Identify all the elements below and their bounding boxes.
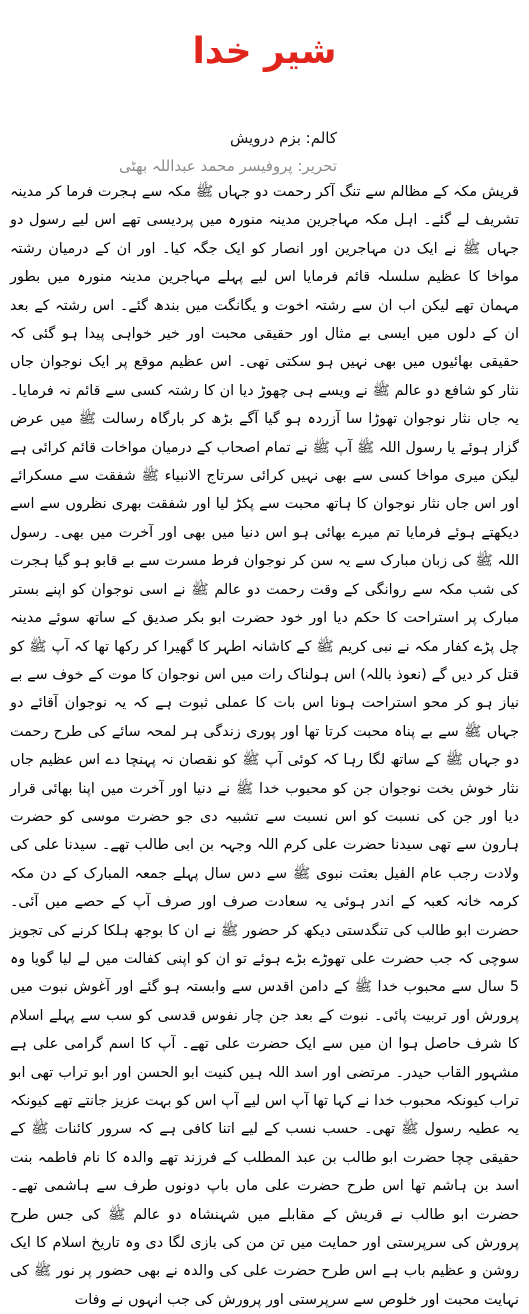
article-title: شیر خدا bbox=[192, 31, 337, 72]
article-paragraph: قریش مکہ کے مظالم سے تنگ آکر رحمت دو جہاں ﷺ مکہ سے ہجرت فرما کر مدینہ تشریف لے گئے۔ اہل مکہ مہاجرین مدینہ منورہ میں پردیسی تھے اس لیے رسول دو جہاں ﷺ نے ایک دن مہاجرین اور انصار کو ایک جگہ کیا۔ اور ان کے درمیان رشتہ مواخا کا عظیم سلسلہ قائم فرمایا اس لیے پہلے مہاجرین مدینہ منورہ میں بطور مہمان تھے لیکن اب ان سے رشتہ اخوت و یگانگت میں بندھ گئے۔ اس رشتہ کے بعد ان کے دلوں میں ایسی بے مثال اور حقیقی محبت اور خیر خواہی پیدا ہو گئی کہ حقیقی بھائیوں میں بھی نہیں ہو سکتی تھی۔ اس عظیم موقع پر ایک نوجوان جاں نثار کو شافع دو عالم ﷺ نے ویسے ہی چھوڑ دیا ان کا رشتہ کسی سے قائم نہ فرمایا۔ یہ جاں نثار نوجوان تھوڑا سا آزردہ ہو گیا آگے بڑھ کر بارگاہ رسالت ﷺ میں عرض گزار ہوئے یا رسول اللہ ﷺ آپ ﷺ نے تمام اصحاب کے درمیان مواخات قائم کرائی ہے لیکن میری مواخا کسی سے بھی نہیں کرائی سرتاج الانبیاء ﷺ شفقت سے مسکرائے اور اس جاں نثار نوجوان کا ہاتھ محبت سے پکڑ لیا اور شفقت بھری نظروں سے اسے دیکھتے ہوئے فرمایا تم میرے بھائی ہو اس دنیا میں بھی اور آخرت میں بھی۔ رسول اللہ ﷺ کی زبان مبارک سے یہ سن کر نوجوان فرط مسرت سے بے قابو ہو گیا ہجرت کی شب مکہ سے روانگی کے وقت رحمت دو عالم ﷺ نے اسی نوجوان کو اپنے بستر مبارک پر استراحت کا حکم دیا اور خود حضرت ابو بکر صدیق کے ساتھ سوئے مدینہ چل پڑے کفار مکہ نے نبی کریم ﷺ کے کاشانہ اطہر کا گھیرا کر رکھا تھا کہ آپ ﷺ کو قتل کر دیں گے (نعوذ باللہ) اس ہولناک رات میں اس نوجوان کا موت کے خوف سے بے نیاز ہو کر محو استراحت ہونا اس بات کا عملی ثبوت ہے کہ یہ نوجوان آقائے دو جہاں ﷺ سے بے پناہ محبت کرتا تھا اور پوری زندگی ہر لمحہ سائے کی طرح رحمت دو جہاں ﷺ کے ساتھ لگا رہا کہ کوئی آپ ﷺ کو نقصان نہ پہنچا دے اس عظیم جاں نثار خوش بخت نوجوان جن کو محبوب خدا ﷺ نے دنیا اور آخرت میں اپنا بھائی قرار دیا اور جن کی نسبت کو اس نسبت سے تشبیہ دی جو حضرت موسی کو حضرت ہارون سے تھی سیدنا حضرت علی کرم اللہ وجہہ بن ابی طالب تھے۔ سیدنا علی کی ولادت رجب عام الفیل بعثت نبوی ﷺ سے دس سال پہلے جمعہ المبارک کے دن مکہ کرمہ خانہ کعبہ کے اندر ہوئی یہ سعادت صرف اور صرف آپ کے حصے میں آئی۔ حضرت ابو طالب کی تنگدستی دیکھ کر حضور ﷺ نے ان کا بوجھ ہلکا کرنے کی تجویز سوچی کہ جب حضرت علی تھوڑے بڑے ہوئے تو ان کو اپنی کفالت میں لے لیا گویا وہ 5 سال سے محبوب خدا ﷺ کے دامن اقدس سے وابستہ ہو گئے اور آغوش نبوت میں پرورش اور تربیت پائی۔ نبوت کے بعد جن چار نفوس قدسی کو سب سے پہلے اسلام کا شرف حاصل ہوا ان میں سے ایک حضرت علی تھے۔ آپ کا اسم گرامی علی ہے مشہور القاب حیدر۔ مرتضی اور اسد اللہ ہیں کنیت ابو الحسن اور ابو تراب تھی ابو تراب کیونکہ محبوب خدا نے کہا تھا آپ اس لیے آپ اس کو بہت عزیز جانتے تھے کیونکہ یہ عطیہ رسول ﷺ تھی۔ حسب نسب کے لیے اتنا کافی ہے کہ سرور کائنات ﷺ کے حقیقی چچا حضرت ابو طالب بن عبد المطلب کے فرزند تھے والدہ کا نام فاطمہ بنت اسد بن ہاشم تھا اس طرح حضرت علی ماں باپ دونوں طرف سے ہاشمی تھے۔ حضرت ابو طالب نے قریش کے مقابلے میں شہنشاہ دو عالم ﷺ کی جس طرح پرورش کی سرپرستی اور حمایت میں تن من کی بازی لگا دی وہ تاریخ اسلام کا ایک روشن و عظیم باب ہے اس طرح حضرت علی کی والدہ نے بھی حضور پر نور ﷺ کی نہایت محبت اور خلوص سے سرپرستی اور پرورش کی جب انہوں نے وفات bbox=[9, 184, 519, 1308]
article-body bbox=[10, 178, 519, 1314]
column-name: کالم: بزم درویش bbox=[229, 129, 337, 147]
author-name: تحریر: پروفیسر محمد عبداللہ بھٹی bbox=[119, 157, 337, 175]
